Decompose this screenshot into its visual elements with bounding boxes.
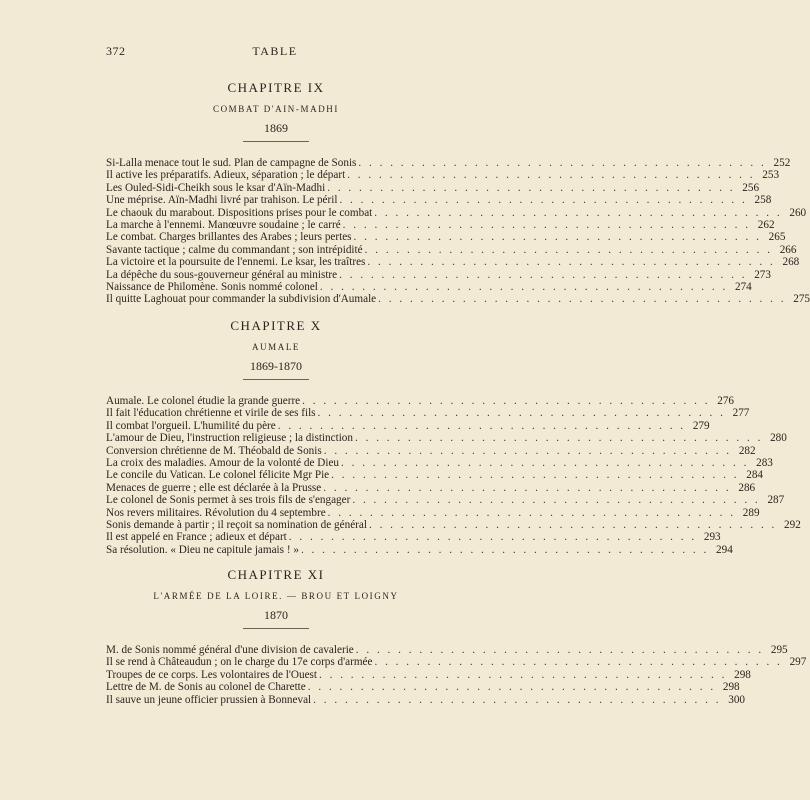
entry-text: Il est appelé en France ; adieux et départ xyxy=(106,531,287,544)
toc-entry xyxy=(106,280,752,293)
entry-page-number: 265 xyxy=(768,231,786,244)
toc-entry xyxy=(106,456,773,469)
chapter-ix xyxy=(106,80,810,306)
toc-entry xyxy=(106,481,756,494)
toc-entry xyxy=(106,243,797,256)
toc-entry xyxy=(106,268,771,281)
entry-page-number: 266 xyxy=(779,243,797,256)
entry-text: Menaces de guerre ; elle est déclarée à la Prusse xyxy=(106,481,322,494)
dot-leader xyxy=(372,656,784,668)
entry-page-number: 286 xyxy=(738,481,756,494)
entry-page-number: 279 xyxy=(692,419,710,432)
toc-entry xyxy=(106,407,750,420)
entry-page-number: 275 xyxy=(793,293,810,306)
entry-text: Il active les préparatifs. Adieux, séparation ; le départ xyxy=(106,169,346,182)
dot-leader xyxy=(318,281,730,293)
entry-text: La marche à l'ennemi. Manœuvre soudaine ; le carré xyxy=(106,218,341,231)
dot-leader xyxy=(306,681,718,693)
dot-leader xyxy=(276,420,688,432)
toc-entry xyxy=(106,293,810,306)
entry-list xyxy=(106,395,801,556)
dot-leader xyxy=(337,269,749,281)
entry-text: Si-Lalla menace tout le sud. Plan de campagne de Sonis xyxy=(106,157,357,169)
entry-text: Lettre de M. de Sonis au colonel de Charette xyxy=(106,681,306,694)
entry-page-number: 274 xyxy=(734,280,752,293)
entry-text: Il quitte Laghouat pour commander la subdivision d'Aumale xyxy=(106,293,377,306)
toc-entry xyxy=(106,206,807,219)
toc-entry xyxy=(106,157,791,169)
entry-text: M. de Sonis nommé général d'une division de cavalerie xyxy=(106,644,354,656)
chapter-year: 1870 xyxy=(264,608,288,622)
entry-text: Savante tactique ; calme du commandant ; son intrépidité xyxy=(106,243,363,256)
entry-page-number: 258 xyxy=(754,194,772,207)
toc-entry xyxy=(106,693,746,706)
chapter-year: 1869 xyxy=(264,121,288,135)
dot-leader xyxy=(350,494,762,506)
entry-page-number: 282 xyxy=(738,444,756,457)
divider-rule xyxy=(243,379,309,380)
entry-text: Il se rend à Châteaudun ; on le charge du 17e corps d'armée xyxy=(106,656,373,669)
toc-entry xyxy=(106,218,775,231)
chapter-title: CHAPITRE XI xyxy=(227,567,325,582)
toc-entry xyxy=(106,432,787,445)
entry-text: Le combat. Charges brillantes des Arabes ; leurs pertes xyxy=(106,231,352,244)
chapter-subtitle: COMBAT D'AIN-MADHI xyxy=(212,104,339,114)
dot-leader xyxy=(311,694,723,706)
entry-page-number: 277 xyxy=(732,407,750,420)
toc-entry xyxy=(106,656,807,669)
entry-page-number: 287 xyxy=(767,494,785,507)
entry-page-number: 256 xyxy=(742,181,760,194)
entry-page-number: 289 xyxy=(742,506,760,519)
divider-rule xyxy=(243,628,309,629)
entry-text: Les Ouled-Sidi-Cheikh sous le ksar d'Aïn-Madhi xyxy=(106,181,326,194)
toc-entry xyxy=(106,518,801,531)
dot-leader xyxy=(339,457,751,469)
toc-entry xyxy=(106,469,764,482)
toc-entry xyxy=(106,543,733,556)
dot-leader xyxy=(322,445,734,457)
entry-text: Aumale. Le colonel étudie la grande guerre xyxy=(106,395,301,407)
toc-entry xyxy=(106,494,785,507)
dot-leader xyxy=(356,157,768,169)
chapter-subtitle: L'ARMÉE DE LA LOIRE. — BROU ET LOIGNY xyxy=(153,591,399,601)
entry-page-number: 276 xyxy=(717,395,734,407)
chapter-subtitle: AUMALE xyxy=(251,342,301,352)
toc-entry xyxy=(106,181,760,194)
entry-text: Troupes de ce corps. Les volontaires de l'Ouest xyxy=(106,668,318,681)
dot-leader xyxy=(376,293,788,305)
dot-leader xyxy=(352,231,764,243)
entry-text: La dépêche du sous-gouverneur général au ministre xyxy=(106,268,338,281)
dot-leader xyxy=(321,482,733,494)
entry-page-number: 280 xyxy=(770,432,787,445)
entry-text: Le chaouk du marabout. Dispositions prises pour le combat xyxy=(106,206,373,219)
dot-leader xyxy=(353,432,765,444)
dot-leader xyxy=(287,531,699,543)
entry-page-number: 295 xyxy=(770,644,788,656)
dot-leader xyxy=(345,169,757,181)
toc-entry xyxy=(106,419,710,432)
entry-text: L'amour de Dieu, l'instruction religieuse ; la distinction xyxy=(106,432,353,445)
chapter-x xyxy=(106,318,801,556)
entry-page-number: 253 xyxy=(762,169,780,182)
chapter-xi xyxy=(106,567,807,706)
dot-leader xyxy=(365,256,777,268)
entry-page-number: 262 xyxy=(757,218,775,231)
page-number: 372 xyxy=(106,44,126,58)
running-title: TABLE xyxy=(252,44,298,58)
chapter-year: 1869-1870 xyxy=(250,359,302,373)
dot-leader xyxy=(300,395,712,407)
entry-text: Il fait l'éducation chrétienne et virile de ses fils xyxy=(106,407,316,420)
entry-text: Conversion chrétienne de M. Théobald de Sonis xyxy=(106,444,322,457)
toc-entry xyxy=(106,531,721,544)
dot-leader xyxy=(326,507,738,519)
entry-text: Il sauve un jeune officier prussien à Bonneval xyxy=(106,693,312,706)
entry-page-number: 294 xyxy=(716,543,733,556)
dot-leader xyxy=(329,469,741,481)
entry-text: Une méprise. Aïn-Madhi livré par trahison. Le péril xyxy=(106,194,338,207)
entry-page-number: 298 xyxy=(734,668,751,681)
toc-entry xyxy=(106,444,756,457)
dot-leader xyxy=(341,219,753,231)
chapter-title: CHAPITRE X xyxy=(230,318,322,333)
entry-text: Sa résolution. « Dieu ne capitule jamais ! » xyxy=(106,543,299,556)
entry-text: Naissance de Philomène. Sonis nommé colonel xyxy=(106,280,318,293)
entry-page-number: 283 xyxy=(756,456,773,469)
entry-page-number: 292 xyxy=(784,518,801,531)
dot-leader xyxy=(372,207,784,219)
dot-leader xyxy=(367,519,779,531)
entry-text: La croix des maladies. Amour de la volonté de Dieu xyxy=(106,456,340,469)
toc-entry xyxy=(106,395,734,407)
toc-entry xyxy=(106,231,786,244)
entry-page-number: 273 xyxy=(754,268,771,281)
entry-text: Nos revers militaires. Révolution du 4 septembre xyxy=(106,506,326,519)
entry-list xyxy=(106,644,807,706)
chapter-title: CHAPITRE IX xyxy=(227,80,325,95)
entry-page-number: 260 xyxy=(789,206,807,219)
entry-text: Sonis demande à partir ; il reçoit sa nomination de général xyxy=(106,518,367,531)
dot-leader xyxy=(363,244,775,256)
entry-page-number: 252 xyxy=(773,157,791,169)
toc-entry xyxy=(106,681,740,694)
entry-text: Il combat l'orgueil. L'humilité du père xyxy=(106,419,276,432)
toc-entry xyxy=(106,644,788,656)
toc-entry xyxy=(106,506,760,519)
entry-page-number: 300 xyxy=(728,693,746,706)
entry-page-number: 293 xyxy=(703,531,721,544)
entry-page-number: 268 xyxy=(782,256,800,269)
toc-entry xyxy=(106,194,772,207)
dot-leader xyxy=(316,407,728,419)
divider-rule xyxy=(243,141,309,142)
dot-leader xyxy=(317,669,729,681)
entry-text: Le concile du Vatican. Le colonel félicite Mgr Pie xyxy=(106,469,330,482)
entry-text: Le colonel de Sonis permet à ses trois fils de s'engager xyxy=(106,494,351,507)
dot-leader xyxy=(337,194,749,206)
dot-leader xyxy=(354,644,766,656)
entry-text: La victoire et la poursuite de l'ennemi. Le ksar, les traîtres xyxy=(106,256,366,269)
dot-leader xyxy=(325,182,737,194)
dot-leader xyxy=(299,544,711,556)
toc-entry xyxy=(106,169,780,182)
entry-page-number: 297 xyxy=(789,656,807,669)
toc-entry xyxy=(106,668,751,681)
entry-page-number: 284 xyxy=(746,469,764,482)
toc-entry xyxy=(106,256,800,269)
entry-page-number: 298 xyxy=(722,681,740,694)
entry-list xyxy=(106,157,810,306)
